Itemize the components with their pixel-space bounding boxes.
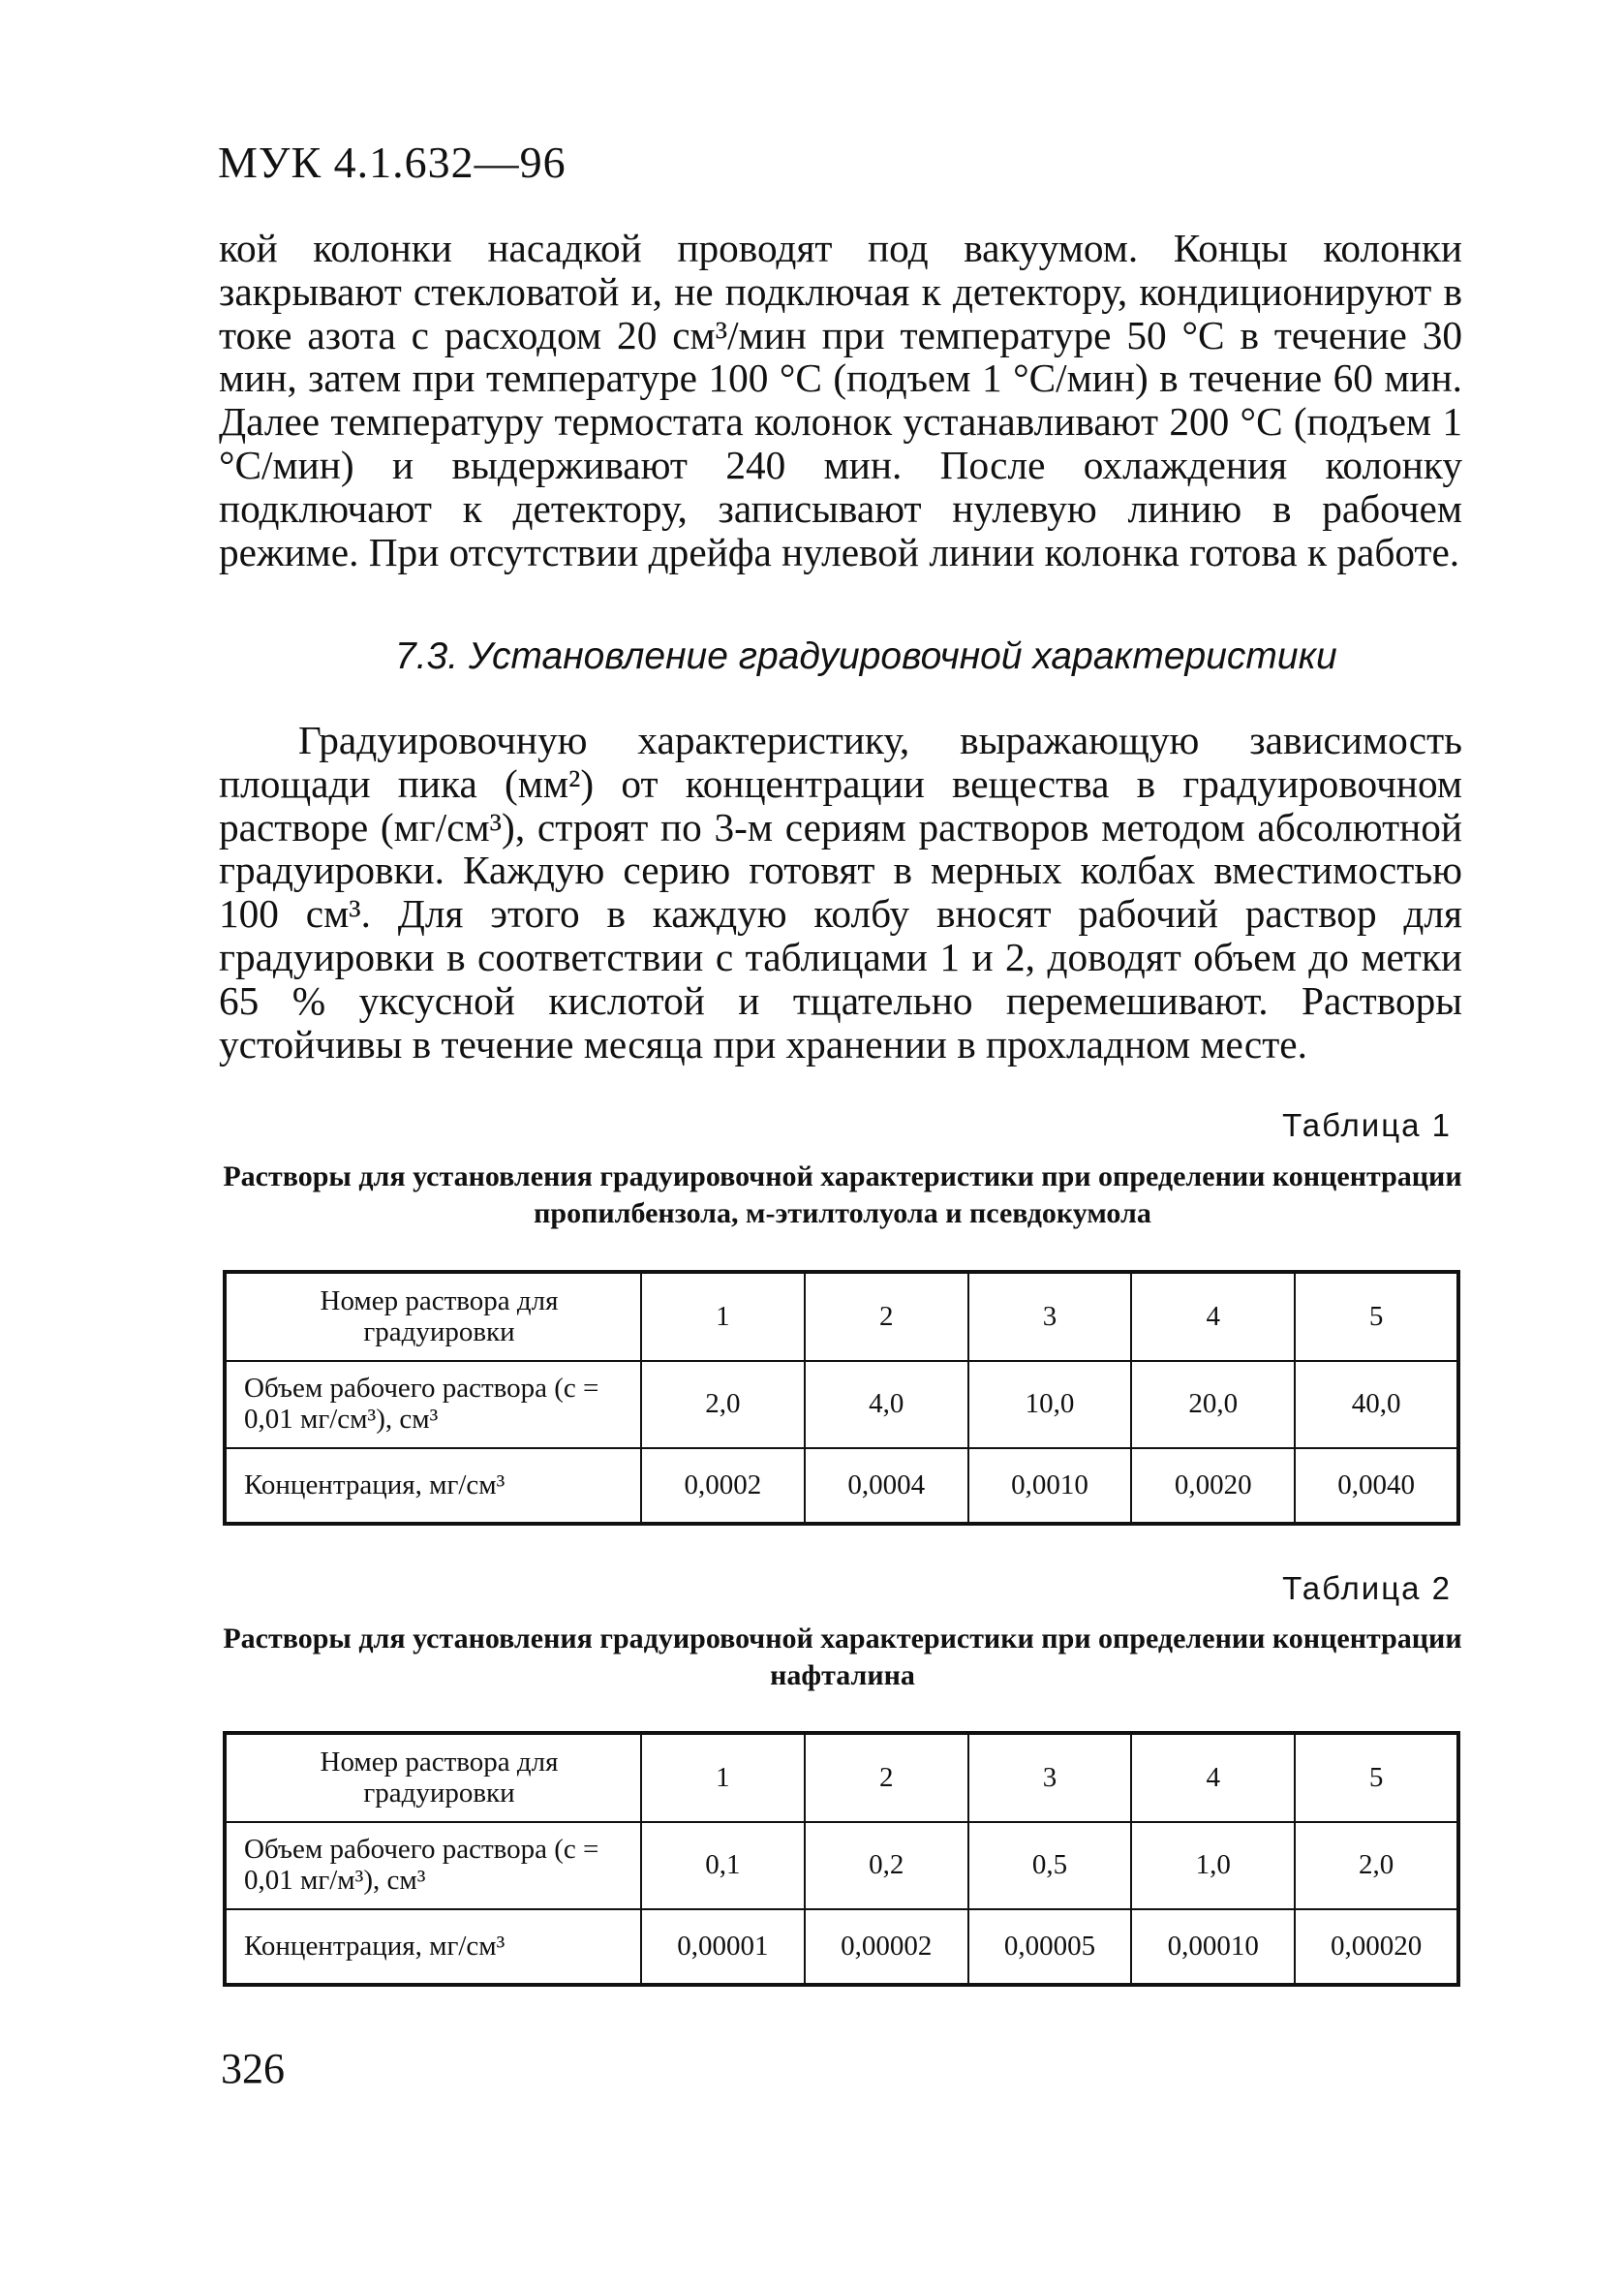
table-cell: 1: [641, 1733, 805, 1822]
table-cell: 4,0: [805, 1361, 968, 1448]
table-row: [225, 1448, 1458, 1524]
table-cell: Объем рабочего раствора (с = 0,01 мг/см³), см³: [225, 1361, 641, 1448]
table-cell: 4: [1131, 1272, 1295, 1361]
table-cell: 0,0040: [1295, 1448, 1458, 1524]
table-cell: 10,0: [968, 1361, 1132, 1448]
table-cell: 0,00020: [1295, 1909, 1458, 1985]
table-1-label: Таблица 1: [1282, 1107, 1452, 1143]
table-cell: 0,2: [805, 1822, 968, 1909]
table-cell: Концентрация, мг/см³: [225, 1448, 641, 1524]
table-cell: 0,0020: [1131, 1448, 1295, 1524]
table-2-caption: Растворы для установления градуировочной характеристики при определении концентрации нафталина: [223, 1623, 1462, 1691]
section-heading: 7.3. Установление градуировочной характеристики: [395, 635, 1337, 677]
table-row: [225, 1733, 1458, 1822]
page-number: 326: [221, 2045, 285, 2092]
table-1: [223, 1270, 1460, 1526]
table-cell: 3: [968, 1272, 1132, 1361]
running-header: МУК 4.1.632—96: [218, 138, 567, 187]
table-cell: 0,5: [968, 1822, 1132, 1909]
table-2-label: Таблица 2: [1282, 1570, 1452, 1606]
table-cell: 3: [968, 1733, 1132, 1822]
table-cell: 0,1: [641, 1822, 805, 1909]
table-cell: 1: [641, 1272, 805, 1361]
table-cell: 0,00010: [1131, 1909, 1295, 1985]
table-cell: Концентрация, мг/см³: [225, 1909, 641, 1985]
table-cell: 5: [1295, 1733, 1458, 1822]
body-paragraph-2: Градуировочную характеристику, выражающую зависимость площади пика (мм²) от концентрации вещества в градуировочном растворе (мг/см³), строят по 3-м сериям растворов методом абсолютной градуировки. Каждую серию готовят в мерных колбах вместимостью 100 см³. Для этого в каждую колбу вносят рабочий раствор для градуировки в соответствии с таблицами 1 и 2, доводят объем до метки 65 % уксусной кислотой и тщательно перемешивают. Растворы устойчивы в течение месяца при хранении в прохладном месте.: [219, 718, 1462, 1067]
table-row: [225, 1361, 1458, 1448]
table-cell: 40,0: [1295, 1361, 1458, 1448]
table-cell: 1,0: [1131, 1822, 1295, 1909]
table-cell: 2,0: [641, 1361, 805, 1448]
table-cell: 2: [805, 1733, 968, 1822]
table-cell: 2: [805, 1272, 968, 1361]
table-row: [225, 1822, 1458, 1909]
table-cell: 0,00005: [968, 1909, 1132, 1985]
table-cell: 0,0002: [641, 1448, 805, 1524]
table-cell: 0,0004: [805, 1448, 968, 1524]
table-cell: 0,0010: [968, 1448, 1132, 1524]
table-1-caption: Растворы для установления градуировочной характеристики при определении концентрации пропилбензола, м-этилтолуола и псевдокумола: [223, 1160, 1462, 1229]
body-paragraph-1: кой колонки насадкой проводят под вакуумом. Концы колонки закрывают стекловатой и, не подключая к детектору, кондиционируют в токе азота с расходом 20 см³/мин при температуре 50 °С в течение 30 мин, затем при температуре 100 °С (подъем 1 °С/мин) в течение 60 мин. Далее температуру термостата колонок устанавливают 200 °С (подъем 1 °С/мин) и выдерживают 240 мин. После охлаждения колонку подключают к детектору, записывают нулевую линию в рабочем режиме. При отсутствии дрейфа нулевой линии колонка готова к работе.: [219, 226, 1462, 574]
table-cell: 0,00002: [805, 1909, 968, 1985]
table-cell: 20,0: [1131, 1361, 1295, 1448]
table-cell: 5: [1295, 1272, 1458, 1361]
table-cell: Номер раствора для градуировки: [225, 1272, 641, 1361]
table-cell: 0,00001: [641, 1909, 805, 1985]
table-cell: Номер раствора для градуировки: [225, 1733, 641, 1822]
table-2: [223, 1731, 1460, 1987]
table-cell: Объем рабочего раствора (с = 0,01 мг/м³), см³: [225, 1822, 641, 1909]
table-cell: 2,0: [1295, 1822, 1458, 1909]
table-row: [225, 1909, 1458, 1985]
table-row: [225, 1272, 1458, 1361]
table-cell: 4: [1131, 1733, 1295, 1822]
